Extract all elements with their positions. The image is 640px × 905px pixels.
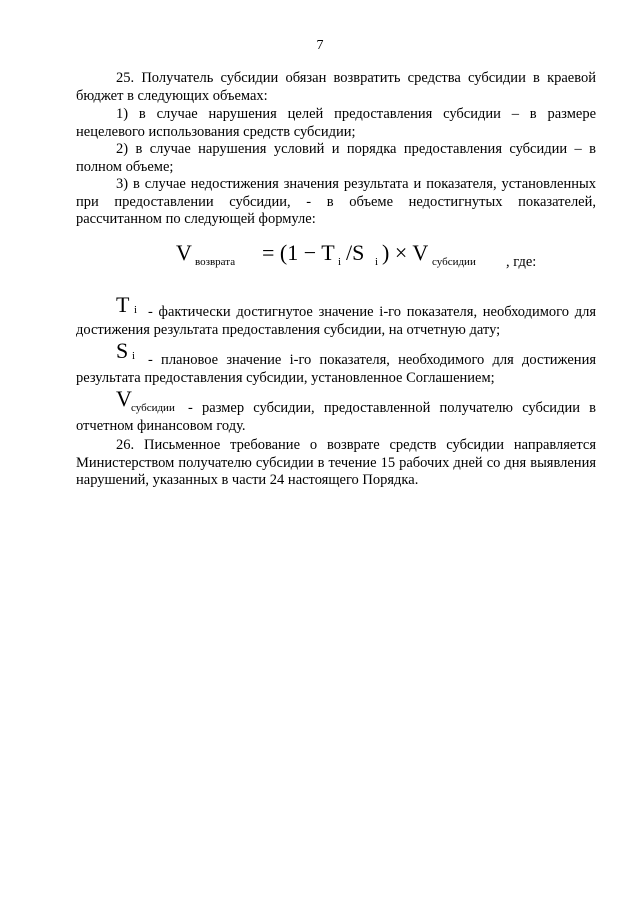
formula-v-returned: V [176, 240, 192, 265]
formula-close-times: ) × V [382, 240, 429, 265]
formula [176, 238, 556, 274]
formula-tail: , где: [506, 254, 537, 270]
list-item-1: 1) в случае нарушения целей предоставления субсидии – в размере нецелевого использования средств субсидии; [76, 106, 596, 140]
page-number: 7 [316, 38, 324, 53]
formula-v-returned-subscript: возврата [195, 256, 236, 268]
formula-v-subsidy-subscript: субсидии [432, 256, 476, 268]
formula-s-subscript: i [375, 256, 379, 268]
paragraph-25: 25. Получатель субсидии обязан возвратить средства субсидии в краевой бюджет в следующих объемах: [76, 70, 596, 104]
formula-eq-open: = (1 − T [262, 240, 335, 265]
definition-t-subscript: i [134, 304, 138, 316]
definition-v-symbol: V [116, 386, 132, 411]
definition-t-symbol: T [116, 292, 130, 317]
list-item-3: 3) в случае недостижения значения результата и показателя, установленных при предоставлении субсидии, - в объеме недостигнутых показателей, рассчитанном по следующей формуле: [76, 176, 596, 227]
formula-t-subscript: i [338, 256, 342, 268]
definition-t [76, 292, 596, 339]
formula-slash-s: /S [346, 240, 365, 265]
definition-s-subscript: i [132, 350, 136, 362]
definition-v [76, 388, 596, 435]
list-item-2: 2) в случае нарушения условий и порядка предоставления субсидии – в полном объеме; [76, 141, 596, 175]
definition-t-text: - фактически достигнутое значение i-го показателя, необходимого для достижения результата предоставления субсидии, на отчетную дату; [76, 304, 596, 338]
definition-s [76, 338, 596, 387]
definition-v-subscript: субсидии [131, 402, 175, 414]
definition-s-text: - плановое значение i-го показателя, необходимого для достижения результата предоставления субсидии, установленное Соглашением; [76, 352, 596, 386]
definition-v-text: - размер субсидии, предоставленной получателю субсидии в отчетном финансовом году. [76, 400, 596, 434]
paragraph-26: 26. Письменное требование о возврате средств субсидии направляется Министерством получателю субсидии в течение 15 рабочих дней со дня выявления нарушений, указанных в части 24 настоящего Порядка. [76, 437, 596, 488]
definition-s-symbol: S [116, 338, 129, 363]
